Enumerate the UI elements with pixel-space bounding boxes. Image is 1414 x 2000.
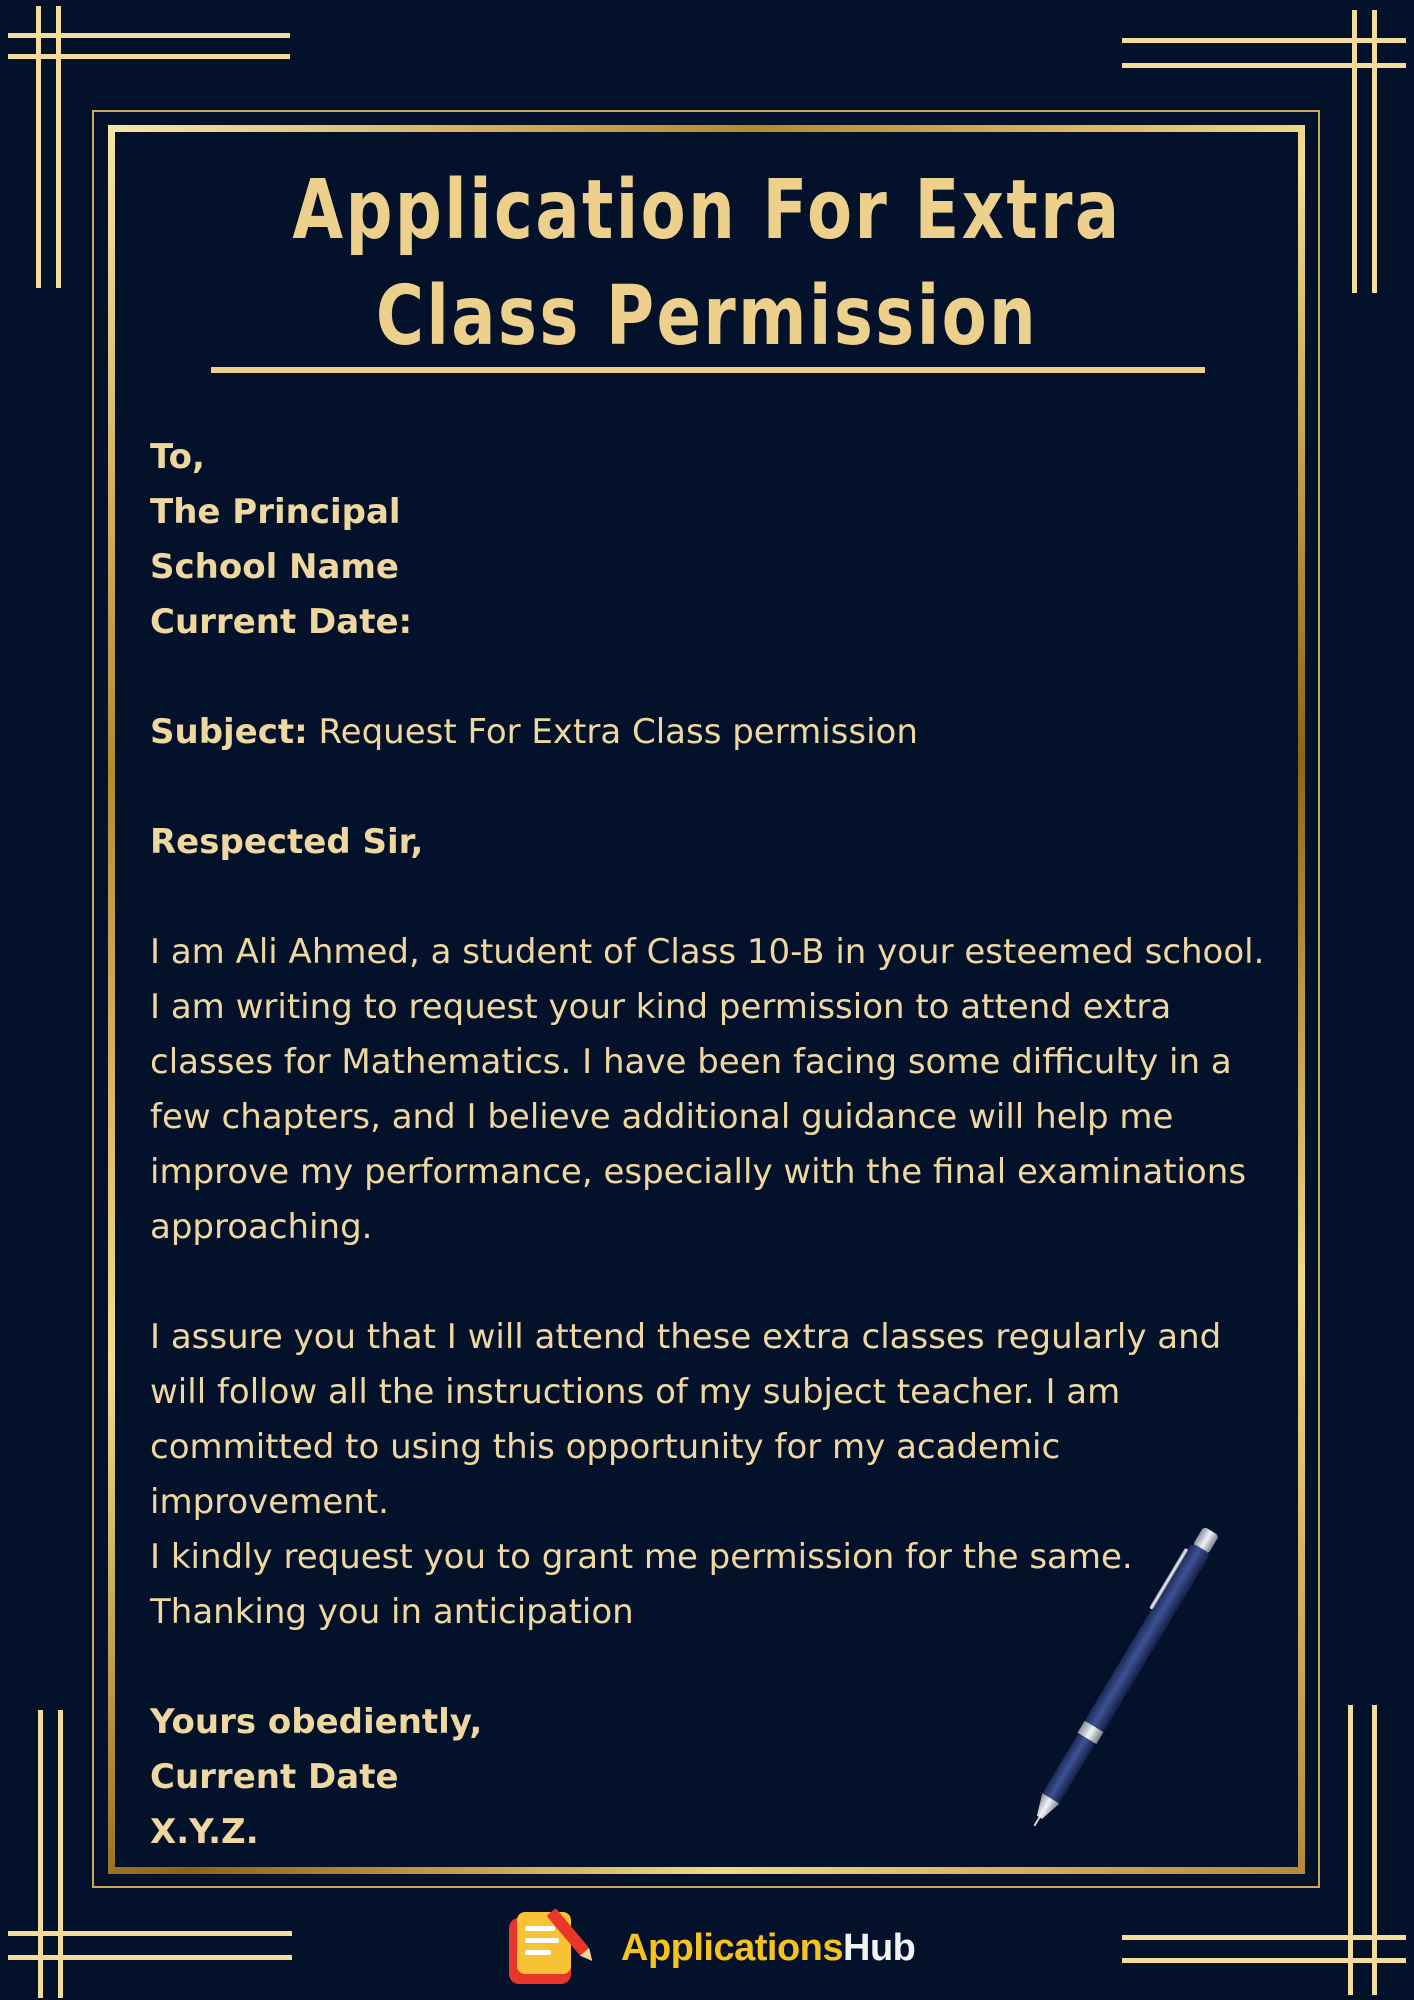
corner-line bbox=[8, 1931, 292, 1936]
document-pencil-icon bbox=[503, 1908, 613, 1988]
corner-line bbox=[1348, 1705, 1353, 1995]
pen-icon bbox=[1010, 1505, 1240, 1845]
paragraph-4: Thanking you in anticipation bbox=[150, 1592, 634, 1632]
corner-line bbox=[1122, 38, 1406, 43]
subject-line bbox=[150, 705, 1270, 760]
brand-part-2: Hub bbox=[843, 1926, 916, 1969]
brand-logo bbox=[503, 1908, 915, 1988]
paragraph-3: I kindly request you to grant me permission for the same. bbox=[150, 1537, 1133, 1577]
title-underline bbox=[211, 367, 1205, 373]
corner-line bbox=[1352, 10, 1357, 293]
title-line-1: Application For Extra bbox=[292, 163, 1122, 258]
closing-line: Yours obediently, bbox=[150, 1702, 483, 1742]
paragraph-1: I am Ali Ahmed, a student of Class 10-B in your esteemed school. I am writing to request your kind permission to attend extra classes for Mathematics. I have been facing some difficulty in a few chapters, and I believe additional guidance will help me improve my performance, especially with the final examinations approaching. bbox=[150, 932, 1265, 1247]
recipient-line: The Principal bbox=[150, 492, 401, 532]
page-title bbox=[285, 158, 1128, 370]
subject-text: Request For Extra Class permission bbox=[307, 712, 918, 752]
signature: X.Y.Z. bbox=[150, 1812, 259, 1852]
paragraph-2: I assure you that I will attend these extra classes regularly and will follow all the instructions of my subject teacher. I am committed to using this opportunity for my academic improvement. bbox=[150, 1317, 1222, 1522]
date-line: Current Date: bbox=[150, 602, 413, 642]
corner-line bbox=[1372, 1705, 1377, 1995]
corner-line bbox=[8, 54, 290, 59]
brand-part-1: Applications bbox=[621, 1926, 844, 1969]
corner-line bbox=[1122, 63, 1406, 68]
school-line: School Name bbox=[150, 547, 399, 587]
corner-line bbox=[8, 33, 290, 38]
salutation: Respected Sir, bbox=[150, 822, 424, 862]
brand-name bbox=[621, 1927, 915, 1970]
corner-line bbox=[8, 1955, 292, 1960]
corner-line bbox=[56, 6, 61, 288]
to-line: To, bbox=[150, 437, 205, 477]
closing-date: Current Date bbox=[150, 1757, 399, 1797]
title-line-2: Class Permission bbox=[375, 269, 1039, 364]
corner-line bbox=[1372, 10, 1377, 293]
corner-line bbox=[1122, 1935, 1406, 1940]
subject-label: Subject: bbox=[150, 712, 308, 752]
corner-line bbox=[36, 6, 41, 288]
corner-line bbox=[1122, 1958, 1406, 1963]
